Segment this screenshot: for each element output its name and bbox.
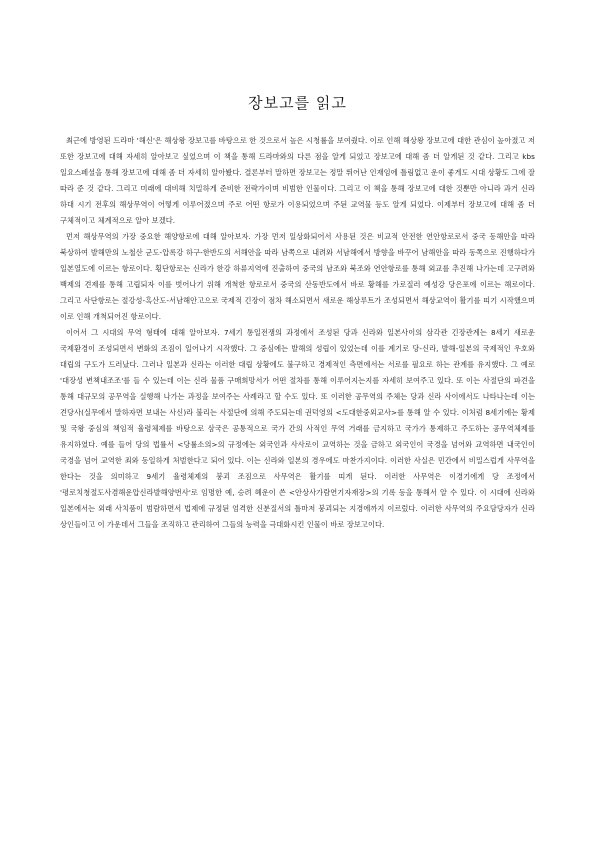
paragraph-trade-forms: 이어서 그 시대의 무역 형태에 대해 알아보자. 7세기 통일전쟁의 과정에서 조성된 당과 신라와 일본사이의 삼각관 긴장관계는 8세기 새로운 국제환경이 조성되면서 변화의 조짐이 일어나기 시작했다. 그 중심에는 발해의 성립이 있었는데 이를 계기로 당-신라, 발해-일본의 국제적인 우호와 대립의 구도가 드러났다. 그러나 일본과 신라는 이러한 대립 상황에도 불구하고 경제적인 측면에서는 서로를 필요로 하는 관계를 유지했다. 그 예로 '대장성 변책내조조'를 들 수 있는데 이는 신라 물품 구매희망서가 어떤 절차를 통해 이루어지는지를 자세히 보여주고 있다. 또 이는 사절단의 파견을 통해 대규모의 공무역을 실행해 나가는 과정을 보여주는 사례라고 할 수도 있다. 또 이러한 공무역의 주체는 당과 신라 사이에서도 나타나는데 이는 견당사(실무에서 말하자면 보내는 사신)라 불리는 사절단에 의해 주도되는데 권덕영의 <도대한중외교사>를 통해 알 수 있다. 이처럼 8세기에는 황제 및 국왕 중심의 책임적 율령체제를 바탕으로 삼국은 공통적으로 국가 간의 사적인 무역 거래를 금지하고 국가가 통제하고 주도하는 공무역체제를 유지하였다. 예를 들어 당의 법률서 <당률소의>의 규정에는 외국인과 사사로이 교역하는 것을 금하고 외국인이 국경을 넘어와 교역하면 내국인이 국경을 넘어 교역한 죄와 동일하게 처벌한다고 되어 있다. 이는 신라와 일본의 경우에도 마찬가지이다. 이러한 사실은 민간에서 비밀스럽게 사무역을 한다는 것을 의미하고 9세기 율령체제의 붕괴 조짐으로 사무역은 활기를 띠게 된다. 이러한 사무역은 이경기에게 당 조정에서 '평로치청절도사겸해운압신라발해양번사'로 임명한 예, 승려 혜운이 쓴 <안상사가람연기자재장>의 기록 등을 통해서 알 수 있다. 이 시대에 신라와 일본에서는 외래 사치품이 범람하면서 법제에 규정된 엄격한 신분질서의 틀마저 붕괴되는 지경에까지 이르렀다. 이러한 사무역의 주요담당자가 신라 상인들이고 이 가운데서 그들을 조직하고 관리하여 그들의 능력을 극대화시킨 인물이 바로 장보고이다. — [60, 328, 535, 529]
paragraph-sea-routes: 먼저 해상무역의 가장 중요한 해양항로에 대해 알아보자. 가장 먼저 일상화되어서 사용된 것은 비교적 안전한 연안항로로서 중국 동해안을 따라 북상하여 발해만의 노철산 군도-압록강 하구-한반도의 서해안을 따라 남쪽으로 내려와 서남해에서 방향을 바꾸어 남해안을 따라 동쪽으로 진행하다가 일본열도에 이르는 항로이다. 횡단항로는 신라가 한강 하류지역에 진출하여 중국의 남조와 북조와 연안항로를 통해 외교를 추진해 나가는데 고구려와 백제의 견제를 통해 고립되자 이를 벗어나기 위해 개척한 항로로서 중국의 산동반도에서 바로 황해를 가로질러 예성강 당은포에 이르는 해로이다. 그리고 사단항로는 절강성-흑산도-서남해안고으로 국제적 긴장이 점차 해소되면서 새로운 해상루트가 조성되면서 해상교역이 활기를 띠기 시작했으며 이로 인해 개척되어진 항로이다. — [60, 232, 535, 321]
document-title: 장보고를 읽고 — [248, 94, 347, 112]
paragraph-intro: 최근에 방영된 드라마 '해신'은 해상왕 장보고를 바탕으로 한 것으로서 높은 시청률을 보여줬다. 이로 인해 해상왕 장보고에 대한 관심이 높아졌고 저 또한 장보고에 대해 자세히 알아보고 싶었으며 이 책을 통해 드라마와의 다른 점을 알게 되었고 장보고에 대해 좀 더 알게된 것 같다. 그리고 kbs 일요스페셜을 통해 장보고에 대해 좀 더 자세히 알아봤다. 결론부터 말하면 장보고는 정말 뛰어난 인재임에 틀림없고 운이 좋게도 시대 상황도 그에 잘 따라 준 것 같다. 그리고 미래에 대비해 치밀하게 준비한 전략가이며 비범한 인물이다. 그리고 이 책을 통해 장보고에 대한 것뿐만 아니라 과거 신라 하대 시기 전후의 해상무역이 어떻게 이루어졌으며 주로 어떤 항로가 이용되었으며 주된 교역물 등도 알게 되었다. 이제부터 장보고에 대해 좀 더 구체적이고 체계적으로 알아 보겠다. — [60, 136, 535, 225]
document-body — [60, 133, 535, 533]
